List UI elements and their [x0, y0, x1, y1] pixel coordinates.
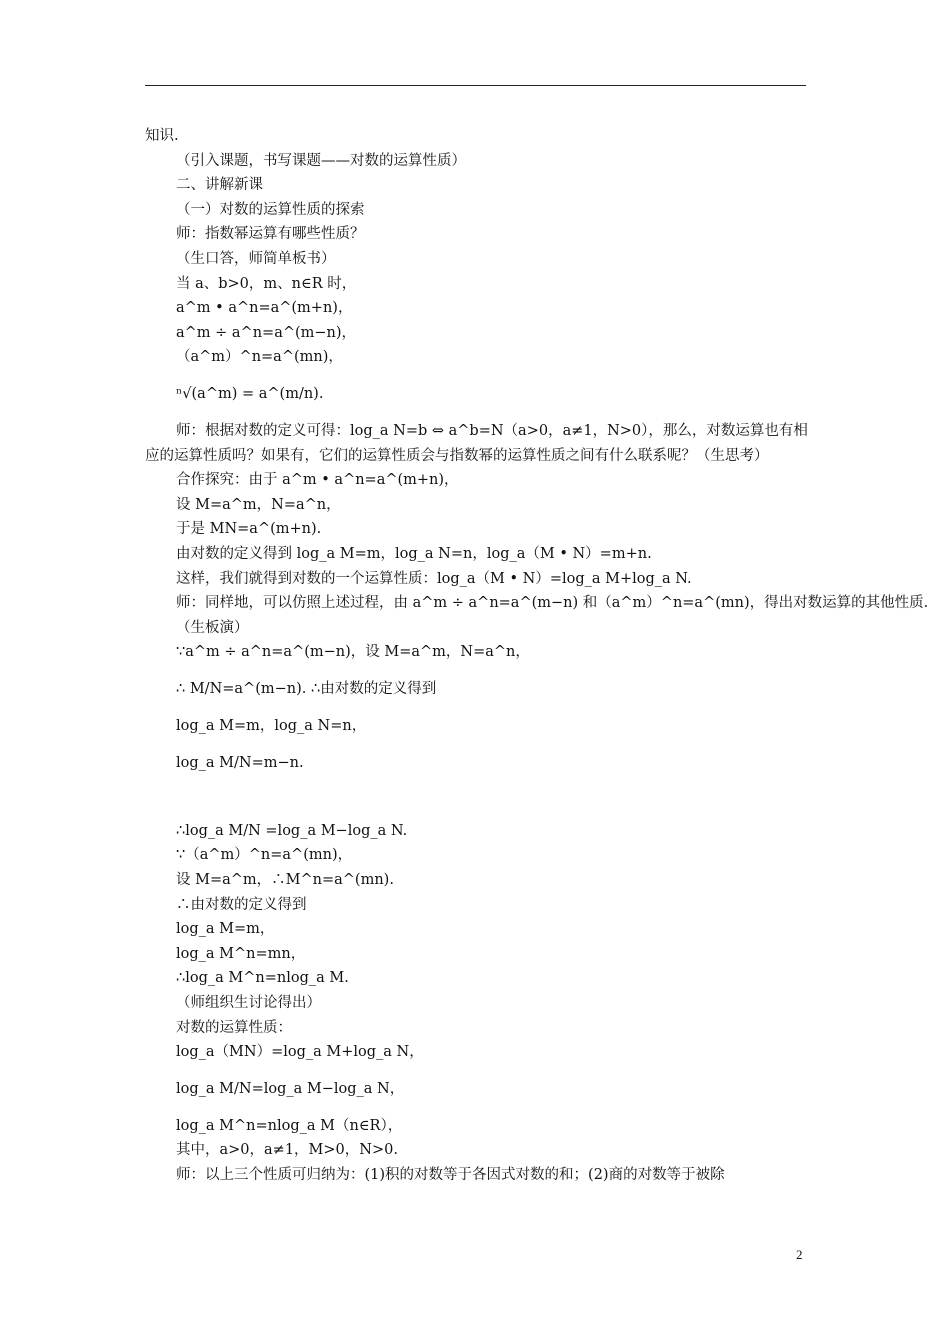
- line-01: 知识.: [145, 128, 179, 144]
- line-27: ∴由对数的定义得到: [176, 896, 307, 913]
- line-23-fraction: log_a M/N=m−n.: [176, 754, 304, 771]
- line-10: （a^m）^n=a^(mn)，: [176, 349, 343, 366]
- header-rule: [145, 85, 806, 86]
- line-36: 其中，a>0，a≠1，M>0，N>0.: [176, 1142, 398, 1159]
- line-03: 二、讲解新课: [176, 177, 263, 194]
- line-11-radical: ⁿ√(a^m) = a^(m/n).: [176, 386, 324, 403]
- paragraph-12: 师：根据对数的定义可得：log_a N=b ⇔ a^b=N（a>0，a≠1，N>0），那么，对数运算也有相应的运算性质吗？如果有，它们的运算性质会与指数幂的运算性质之间有什么联系呢？（生思考）: [145, 422, 808, 464]
- line-25: ∵（a^m）^n=a^(mn)，: [176, 847, 353, 864]
- line-15: 于是 MN=a^(m+n).: [176, 521, 322, 538]
- line-17: 这样，我们就得到对数的一个运算性质：log_a（M • N）=log_a M+log_a N.: [176, 570, 692, 587]
- line-31: （师组织生讨论得出）: [176, 995, 321, 1012]
- line-35: log_a M^n=nlog_a M（n∈R），: [176, 1117, 403, 1134]
- line-13: 合作探究：由于 a^m • a^n=a^(m+n)，: [176, 472, 459, 489]
- line-30: ∴log_a M^n=nlog_a M.: [176, 970, 349, 987]
- line-07: 当 a、b>0，m、n∈R 时，: [176, 275, 357, 292]
- line-02: （引入课题，书写课题——对数的运算性质）: [176, 152, 466, 169]
- line-24-fraction: ∴log_a M/N =log_a M−log_a N.: [176, 822, 408, 839]
- line-21-fraction: ∴ M/N=a^(m−n). ∴由对数的定义得到: [176, 681, 437, 698]
- line-33: log_a（MN）=log_a M+log_a N，: [176, 1044, 424, 1061]
- line-37: 师：以上三个性质可归纳为：(1)积的对数等于各因式对数的和；(2)商的对数等于被除: [176, 1167, 725, 1183]
- line-32: 对数的运算性质：: [176, 1019, 292, 1036]
- line-29: log_a M^n=mn，: [176, 945, 306, 962]
- line-34-fraction: log_a M/N=log_a M−log_a N，: [176, 1081, 405, 1098]
- line-09: a^m ÷ a^n=a^(m−n)，: [176, 324, 357, 341]
- line-18: 师：同样地，可以仿照上述过程，由 a^m ÷ a^n=a^(m−n) 和（a^m）^n=a^(mn)，得出对数运算的其他性质.: [176, 595, 929, 612]
- document-body: [145, 124, 929, 1188]
- page-number: 2: [796, 1247, 803, 1262]
- line-05: 师：指数幂运算有哪些性质？: [176, 226, 365, 243]
- line-22: log_a M=m，log_a N=n，: [176, 717, 367, 734]
- line-19: （生板演）: [176, 619, 249, 636]
- line-20: ∵a^m ÷ a^n=a^(m−n)，设 M=a^m，N=a^n，: [176, 644, 530, 661]
- line-06: （生口答，师简单板书）: [176, 250, 336, 267]
- line-28: log_a M=m，: [176, 921, 275, 938]
- line-26: 设 M=a^m，∴M^n=a^(mn).: [176, 872, 394, 889]
- line-04: （一）对数的运算性质的探索: [176, 201, 365, 218]
- line-16: 由对数的定义得到 log_a M=m，log_a N=n，log_a（M • N）=m+n.: [176, 545, 652, 562]
- line-08: a^m • a^n=a^(m+n)，: [176, 300, 353, 317]
- line-14: 设 M=a^m，N=a^n，: [176, 496, 341, 513]
